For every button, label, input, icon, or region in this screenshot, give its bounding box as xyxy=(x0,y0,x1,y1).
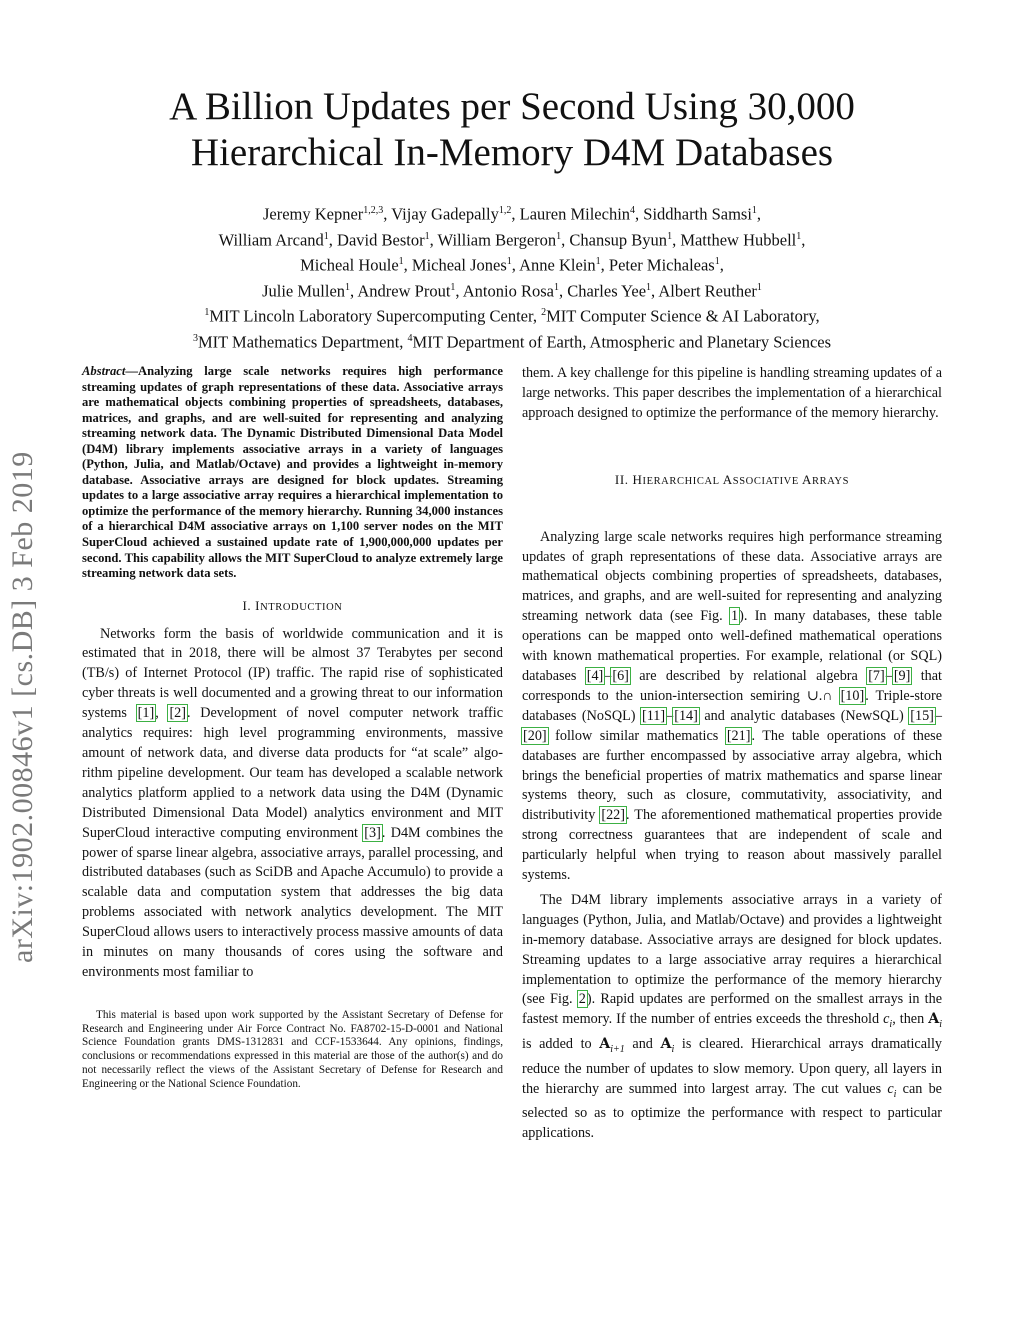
citation-link[interactable]: [21] xyxy=(726,727,751,744)
author-affil: 1 xyxy=(450,281,456,293)
text-run: Analyzing large scale networks requires high performance streaming updates of graph representations of these data. Associative arrays are mathematical objects combining properties of spreadsheets, databases, matrices, and graphs, and are well-suited for representing and analyzing streaming network data (see Fig. xyxy=(522,528,942,625)
text-run: is added to xyxy=(522,1036,600,1053)
author-affil: 1 xyxy=(556,230,562,242)
author-name: Antonio Rosa xyxy=(462,281,554,300)
math-symbol: A xyxy=(660,1036,672,1053)
text-run: ). In many databases, these table operations can be mapped onto well-defined mathematical operations with known mathematical properties. For example, relational (or SQL) databases xyxy=(522,608,942,684)
author-line-2: William Arcand$^1$, David Bestor$^1$, William Bergeron$^1$, Chansup Byun$^1$, Matthew Hubbell$^1$, xyxy=(218,230,806,249)
citation-link[interactable]: [11] xyxy=(642,707,666,724)
section-heading-hierarchical: II. HIERARCHICAL ASSOCIATIVE ARRAYS xyxy=(614,471,850,487)
text-run: , xyxy=(155,705,169,722)
author-name: Albert Reuther xyxy=(658,281,757,300)
author-name: Charles Yee xyxy=(567,281,647,300)
citation-link[interactable]: [14] xyxy=(674,707,698,724)
text-run: . The table operations of these databases are further encompassed by associative array algebra, which brings the beneficial properties of matrix mathematics and sparse linear systems theory, such as closure, commutativity, associativity, and distributivity xyxy=(522,727,942,824)
author-affil: 1 xyxy=(796,230,802,242)
text-run: is cleared. Hierarchical arrays dramatically reduce the number of updates to slow memory. Upon query, all layers in the hierarchy are summed into largest array. The cut values xyxy=(522,1036,942,1097)
author-name: Anne Klein xyxy=(519,255,596,275)
footnote: This material is based upon work supported by the Assistant Secretary of Defense for Research and Engineering under Air Force Contract No. FA8702-15-D-0001 and National Science Foundation grants DMS-1312831 and CCF-1533644. Any opinions, findings, conclusions or recommendations expressed in this material are those of the author(s) and do not necessarily reflect the views of the Assistant Secretary of Defense for Research and Engineering or the National Science Foundation. xyxy=(82,1008,503,1090)
text-run: . D4M combines the power of sparse linear algebra, associative arrays, parallel processing, and distributed databases (such as SciDB and Apache Accumulo) to provide a scalable data and computation system that addresses the big data problems associated with network analytics development. The MIT SuperCloud allows users to interactively process massive amounts of data in minutes on many thousands of cores using the software and environments most familiar to xyxy=(82,824,503,980)
author-name: Peter Michaleas xyxy=(608,255,715,275)
text-run: that corresponds to the union-intersection semiring ∪.∩ xyxy=(522,667,942,704)
citation-link[interactable]: [22] xyxy=(601,807,625,824)
author-affil: 1 xyxy=(595,256,601,267)
author-affil: 1 xyxy=(646,281,652,293)
author-block xyxy=(0,200,1024,353)
affiliation: MIT Department of Earth, Atmospheric and Planetary Sciences xyxy=(412,332,832,351)
author-line-3: Micheal Houle$^1$, Micheal Jones$^1$, Anne Klein$^1$, Peter Michaleas$^1$, xyxy=(300,255,724,275)
author-line-1: Jeremy Kepner$^{1,2,3}$, Vijay Gadepally$^{1,2}$, Lauren Milechin$^4$, Siddharth Samsi$^1$, xyxy=(262,204,762,224)
math-subscript: i xyxy=(889,1019,893,1031)
author-affil: 1 xyxy=(345,281,351,293)
citation-link[interactable]: [4] xyxy=(586,667,604,684)
continuation-paragraph: them. A key challenge for this pipeline is handling streaming updates of a large networks. This paper describes the implementation of a hierarchical approach designed to optimize the performance of the memory hierarchy. xyxy=(522,365,942,421)
citation-link[interactable]: [10] xyxy=(840,687,865,704)
text-run: ). Rapid updates are performed on the smallest arrays in the fastest memory. If the number of entries exceeds the threshold xyxy=(522,991,942,1028)
author-name: Julie Mullen xyxy=(262,281,346,300)
citation-link[interactable]: [9] xyxy=(893,667,911,684)
left-column xyxy=(82,364,503,1092)
figure-link[interactable]: 1 xyxy=(731,608,739,625)
citation-link[interactable]: [2] xyxy=(169,705,186,722)
author-affil: 1 xyxy=(506,256,512,267)
title-line-2: Hierarchical In-Memory D4M Databases xyxy=(190,131,834,174)
math-symbol: A xyxy=(928,1011,940,1028)
author-affil: 1 xyxy=(323,230,329,242)
text-run: . Triple-store databases (NoSQL) xyxy=(522,687,942,724)
author-name: David Bestor xyxy=(337,230,425,249)
text-run: , then xyxy=(892,1011,929,1028)
intro-paragraph xyxy=(82,625,503,983)
citation-link[interactable]: [1] xyxy=(137,705,155,722)
text-run: – xyxy=(666,707,674,724)
author-affil: 1 xyxy=(553,281,559,293)
author-name: Chansup Byun xyxy=(569,230,668,249)
math-subscript: i xyxy=(671,1043,675,1055)
citation-link[interactable]: [15] xyxy=(910,707,934,724)
math-symbol: c xyxy=(887,1080,894,1097)
author-affil: 1 xyxy=(714,256,720,267)
affil-number: 3 xyxy=(192,332,198,344)
section2-paragraph-1 xyxy=(522,528,942,886)
text-run: – xyxy=(604,667,612,684)
figure-link[interactable]: 2 xyxy=(578,991,586,1008)
author-affil: 1,2 xyxy=(498,205,512,216)
abstract-text: —Analyzing large scale networks requires high performance streaming updates of graph representations of these data. Associative arrays are mathematical objects combining properties of spreadsheets, databases, matrices, and graphs, and are well-suited for representing and analyzing streaming network data. The Dynamic Distributed Dimensional Data Model (D4M) library implements associative arrays in a variety of languages (Python, Julia, and Matlab/Octave) and provides a lightweight in-memory database. Associative arrays are designed for block updates. Streaming updates to a large associative array requires a hierarchical implementation to optimize the performance of the memory hierarchy. Running 34,000 instances of a hierarchical D4M associative arrays on 1,100 server nodes on the MIT SuperCloud achieved a sustained update rate of 1,900,000,000 updates per second. This capability allows the MIT SuperCloud to analyze extremely large streaming network data sets. xyxy=(82,364,503,581)
author-affil: 1 xyxy=(751,205,757,216)
citation-link[interactable]: [6] xyxy=(612,667,629,684)
author-line-4: Julie Mullen$^1$, Andrew Prout$^1$, Antonio Rosa$^1$, Charles Yee$^1$, Albert Reuther$^1$ xyxy=(262,281,762,300)
affiliation-line-2 xyxy=(0,328,1024,354)
author-name: Lauren Milechin xyxy=(519,204,631,224)
text-run: The D4M library implements associative arrays in a variety of languages (Python, Julia, and Matlab/Octave) and provides a lightweight in-memory database. Associative arrays are designed for block updates. Streaming updates to a large associative array requires a hierarchical implementation to optimize the performance of the memory hierarchy (see Fig. xyxy=(522,891,942,1008)
text-run: follow similar mathematics xyxy=(547,727,726,744)
arxiv-identifier: arXiv:1902.00846v1 [cs.DB] 3 Feb 2019 xyxy=(6,451,39,963)
affiliation: MIT Mathematics Department, xyxy=(197,332,408,351)
text-run: and analytic databases (NewSQL) xyxy=(698,707,910,724)
author-affil: 1 xyxy=(424,230,430,242)
citation-link[interactable]: [3] xyxy=(364,824,381,841)
affil-number: 4 xyxy=(407,332,413,344)
text-run: . The aforementioned mathematical properties provide strong correctness guarantees that are independent of scale and particularly helpful when trying to reason about massively parallel systems. xyxy=(522,807,942,884)
abstract xyxy=(82,364,503,582)
math-subscript: i+1 xyxy=(610,1043,625,1055)
author-name: Micheal Houle xyxy=(300,255,399,275)
affiliation: MIT Lincoln Laboratory Supercomputing Center, xyxy=(209,306,542,326)
author-affil: 1 xyxy=(667,230,673,242)
affiliation-line-1 xyxy=(0,302,1024,328)
paper-title xyxy=(0,84,1024,176)
text-run: and xyxy=(624,1036,661,1053)
math-symbol: c xyxy=(883,1011,890,1028)
right-column xyxy=(522,364,942,1144)
author-name: William Bergeron xyxy=(437,230,557,249)
section2-paragraph-2 xyxy=(522,891,942,1144)
author-name: Matthew Hubbell xyxy=(680,230,797,249)
abstract-label: Abstract xyxy=(82,364,126,378)
author-name: Vijay Gadepally xyxy=(391,204,499,224)
section-heading-introduction: I. INTRODUCTION xyxy=(242,597,343,613)
author-name: William Arcand xyxy=(218,230,324,249)
affil-number: 2 xyxy=(541,307,547,318)
author-affil: 1 xyxy=(756,281,762,293)
author-name: Micheal Jones xyxy=(411,255,507,275)
author-name: Siddharth Samsi xyxy=(643,204,752,224)
title-line-1: A Billion Updates per Second Using 30,000 xyxy=(169,85,855,128)
citation-link[interactable]: [20] xyxy=(523,727,547,744)
author-name: Jeremy Kepner xyxy=(262,204,364,224)
text-run: can be selected so as to optimize the performance with respect to particular applications. xyxy=(522,1080,942,1142)
text-run: Networks form the basis of worldwide communication and it is estimated that in 2018, there will be almost 37 Terabytes per second (TB/s) of Internet Protocol (IP) traffic. The rapid rise of sophisticated cyber threats is well documented and a growing threat to our information systems xyxy=(82,625,503,722)
author-affil: 1 xyxy=(398,256,404,267)
citation-link[interactable]: [7] xyxy=(868,667,885,684)
math-symbol: A xyxy=(599,1036,611,1053)
affiliation: MIT Computer Science & AI Laboratory, xyxy=(546,306,820,326)
math-subscript: i xyxy=(893,1088,897,1100)
text-run: – xyxy=(934,707,942,724)
text-run: are described by relational algebra xyxy=(629,667,868,684)
author-name: Andrew Prout xyxy=(357,281,451,300)
affil-number: 1 xyxy=(204,307,210,318)
math-subscript: i xyxy=(939,1019,942,1031)
author-affil: 1,2,3 xyxy=(363,205,384,216)
text-run: . Development of novel computer network traffic analytics requires: high level programming environments, massive amount of network data, and diverse data products for “at scale” algorithm pipeline development. Our team has developed a scalable network analytics platform applied to a network data using the D4M (Dynamic Distributed Dimensional Data Model) analytics environment and MIT SuperCloud interactive computing environment xyxy=(82,705,504,841)
author-affil: 4 xyxy=(630,205,636,216)
text-run: – xyxy=(885,667,893,684)
